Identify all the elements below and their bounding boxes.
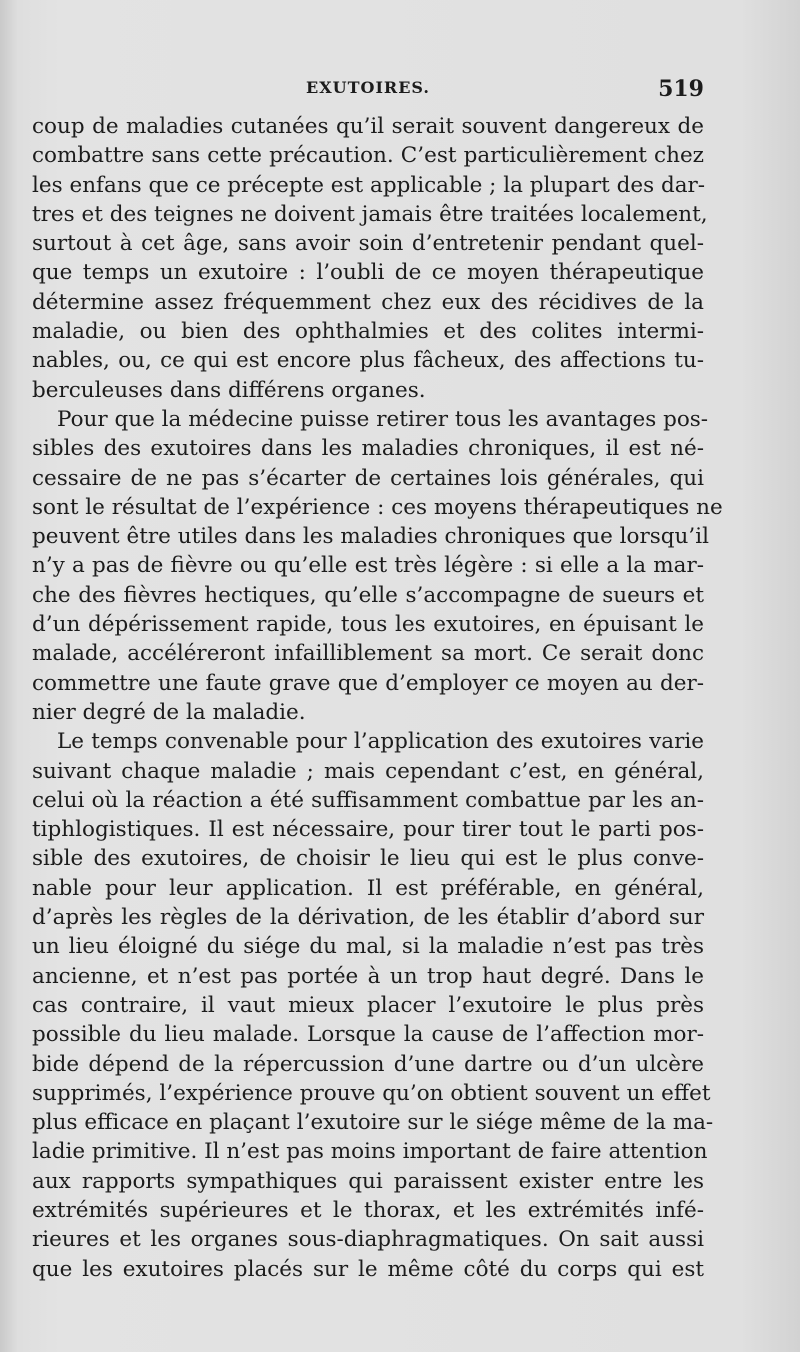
text-line: cessaire de ne pas s’écarter de certaines lois générales, qui: [32, 465, 704, 491]
text-line: ancienne, et n’est pas portée à un trop haut degré. Dans le: [32, 963, 704, 989]
text-line: combattre sans cette précaution. C’est particulièrement chez: [32, 143, 704, 169]
text-line: nier degré de la maladie.: [32, 699, 306, 725]
text-line: n’y a pas de fièvre ou qu’elle est très légère : si elle a la mar-: [32, 553, 704, 579]
text-line: sont le résultat de l’expérience : ces moyens thérapeutiques ne: [32, 494, 723, 520]
text-line: peuvent être utiles dans les maladies chroniques que lorsqu’il: [32, 524, 709, 550]
text-line: que temps un exutoire : l’oubli de ce moyen thérapeutique: [32, 260, 704, 286]
text-line: un lieu éloigné du siége du mal, si la maladie n’est pas très: [32, 934, 704, 960]
text-line: cas contraire, il vaut mieux placer l’exutoire le plus près: [32, 992, 704, 1018]
text-line: malade, accéléreront infailliblement sa mort. Ce serait donc: [32, 641, 704, 667]
text-line: plus efficace en plaçant l’exutoire sur le siége même de la ma-: [32, 1110, 714, 1136]
text-line: commettre une faute grave que d’employer ce moyen au der-: [32, 670, 704, 696]
text-line: nable pour leur application. Il est préférable, en général,: [32, 875, 704, 901]
running-title: EXUTOIRES.: [306, 78, 430, 97]
text-line: les enfans que ce précepte est applicable ; la plupart des dar-: [32, 172, 706, 198]
text-line: d’un dépérissement rapide, tous les exutoires, en épuisant le: [32, 612, 704, 638]
text-line: aux rapports sympathiques qui paraissent exister entre les: [32, 1168, 704, 1194]
text-line: rieures et les organes sous-diaphragmatiques. On sait aussi: [32, 1227, 704, 1253]
text-line: extrémités supérieures et le thorax, et les extrémités infé-: [32, 1197, 704, 1223]
text-line: ladie primitive. Il n’est pas moins important de faire attention: [32, 1139, 708, 1165]
text-line: coup de maladies cutanées qu’il serait souvent dangereux de: [32, 114, 704, 139]
text-line: Pour que la médecine puisse retirer tous les avantages pos-: [57, 406, 709, 432]
text-line: nables, ou, ce qui est encore plus fâcheux, des affections tu-: [32, 348, 704, 374]
page-header: [32, 78, 704, 104]
text-line: surtout à cet âge, sans avoir soin d’entretenir pendant quel-: [32, 231, 704, 257]
text-line: tiphlogistiques. Il est nécessaire, pour tirer tout le parti pos-: [32, 817, 704, 843]
text-line: sible des exutoires, de choisir le lieu qui est le plus conve-: [32, 846, 704, 872]
text-line: possible du lieu malade. Lorsque la cause de l’affection mor-: [32, 1022, 704, 1048]
text-line: que les exutoires placés sur le même côté du corps qui est: [32, 1256, 704, 1282]
text-line: suivant chaque maladie ; mais cependant c’est, en général,: [32, 758, 704, 784]
body-text: [32, 112, 723, 1284]
text-line: sibles des exutoires dans les maladies chroniques, il est né-: [32, 436, 704, 462]
text-line: bide dépend de la répercussion d’une dartre ou d’un ulcère: [32, 1051, 704, 1077]
text-line: supprimés, l’expérience prouve qu’on obtient souvent un effet: [32, 1080, 711, 1106]
page-number: 519: [658, 76, 704, 102]
text-line: Le temps convenable pour l’application des exutoires varie: [57, 729, 704, 755]
text-line: détermine assez fréquemment chez eux des récidives de la: [32, 289, 704, 315]
text-line: che des fièvres hectiques, qu’elle s’accompagne de sueurs et: [32, 582, 704, 608]
text-line: berculeuses dans différens organes.: [32, 377, 426, 403]
text-line: d’après les règles de la dérivation, de les établir d’abord sur: [32, 905, 704, 931]
text-line: tres et des teignes ne doivent jamais être traitées localement,: [32, 201, 708, 227]
text-line: maladie, ou bien des ophthalmies et des colites intermi-: [32, 319, 704, 345]
text-line: celui où la réaction a été suffisamment combattue par les an-: [32, 787, 704, 813]
